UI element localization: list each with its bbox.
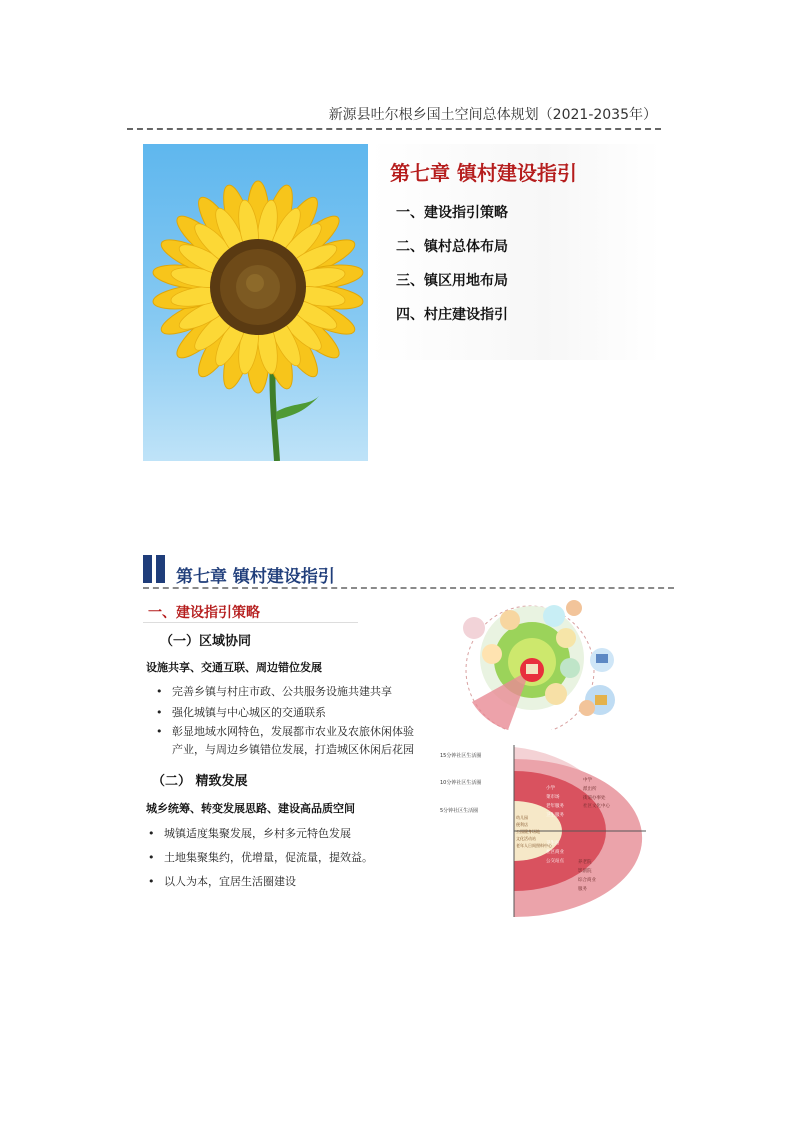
circle-label-15min: 15分钟社区生活圈 <box>440 753 482 759</box>
part2-bullet: • 城镇适度集聚发展，乡村多元特色发展 <box>148 827 351 840</box>
svg-text:社区文化中心: 社区文化中心 <box>583 804 610 809</box>
svg-text:公园健身场地: 公园健身场地 <box>516 829 540 834</box>
svg-text:小学: 小学 <box>546 786 555 791</box>
part2-bullet: • 土地集聚集约，优增量，促流量，提效益。 <box>148 851 373 864</box>
toc-item-town-land-use: 三、镇区用地布局 <box>396 273 508 289</box>
part1-bullet: • 完善乡镇与村庄市政、公共服务设施共建共享 <box>156 685 392 698</box>
community-circle-illustration <box>452 598 622 730</box>
section-underline <box>143 622 358 623</box>
toc-item-village-guidance: 四、村庄建设指引 <box>396 307 508 323</box>
svg-text:卫生站: 卫生站 <box>546 841 560 846</box>
svg-text:老年服务: 老年服务 <box>546 804 564 809</box>
svg-text:养老院: 养老院 <box>578 860 592 865</box>
toc-item-town-village-layout: 二、镇村总体布局 <box>396 239 508 255</box>
part1-bullet: • 彰显地域水网特色，发展都市农业及农旅休闲体验 <box>156 725 414 738</box>
svg-text:幼儿园: 幼儿园 <box>516 815 528 820</box>
part1-heading: （一）区域协同 <box>160 634 252 649</box>
svg-text:中学: 中学 <box>583 778 592 783</box>
svg-text:文化活动站: 文化活动站 <box>516 836 536 841</box>
chapter-marker-bars <box>143 555 167 583</box>
svg-text:影剧院: 影剧院 <box>578 869 592 874</box>
document-title: 新源县吐尔根乡国土空间总体规划（2021-2035年） <box>328 107 657 123</box>
svg-text:便利店: 便利店 <box>516 822 528 827</box>
life-circle-radial-diagram <box>428 745 648 917</box>
part1-subheading: 设施共享、交通互联、周边错位发展 <box>146 661 322 674</box>
svg-text:老年人日间照料中心: 老年人日间照料中心 <box>516 843 552 848</box>
sunflower-photo <box>143 144 368 461</box>
part2-bullet: • 以人为本，宜居生活圈建设 <box>148 875 296 888</box>
part2-heading: （二） 精致发展 <box>152 774 248 789</box>
circle-label-5min: 5分钟社区生活圈 <box>440 808 479 814</box>
slide2-divider <box>143 587 674 589</box>
svg-text:街道办事处: 街道办事处 <box>583 796 606 801</box>
svg-text:派出所: 派出所 <box>583 787 597 792</box>
circle-label-10min: 10分钟社区生活圈 <box>440 780 482 786</box>
svg-text:菜市场: 菜市场 <box>546 795 560 800</box>
part1-bullet: • 强化城镇与中心城区的交通联系 <box>156 706 326 719</box>
header-divider <box>127 128 661 130</box>
svg-text:综合商业: 综合商业 <box>578 878 596 883</box>
slide2-chapter-title: 第七章 镇村建设指引 <box>176 567 335 587</box>
chapter-title: 第七章 镇村建设指引 <box>390 161 577 185</box>
part1-bullet-continued: 产业，与周边乡镇错位发展，打造城区休闲后花园 <box>172 743 414 756</box>
svg-text:卫生服务: 卫生服务 <box>546 813 564 818</box>
toc-item-strategy: 一、建设指引策略 <box>396 205 508 221</box>
section-title: 一、建设指引策略 <box>148 605 260 621</box>
part2-subheading: 城乡统筹、转变发展思路、建设高品质空间 <box>146 802 355 815</box>
svg-text:公交站点: 公交站点 <box>546 859 564 864</box>
svg-text:社区商业: 社区商业 <box>546 850 564 855</box>
svg-text:服务: 服务 <box>578 887 587 892</box>
